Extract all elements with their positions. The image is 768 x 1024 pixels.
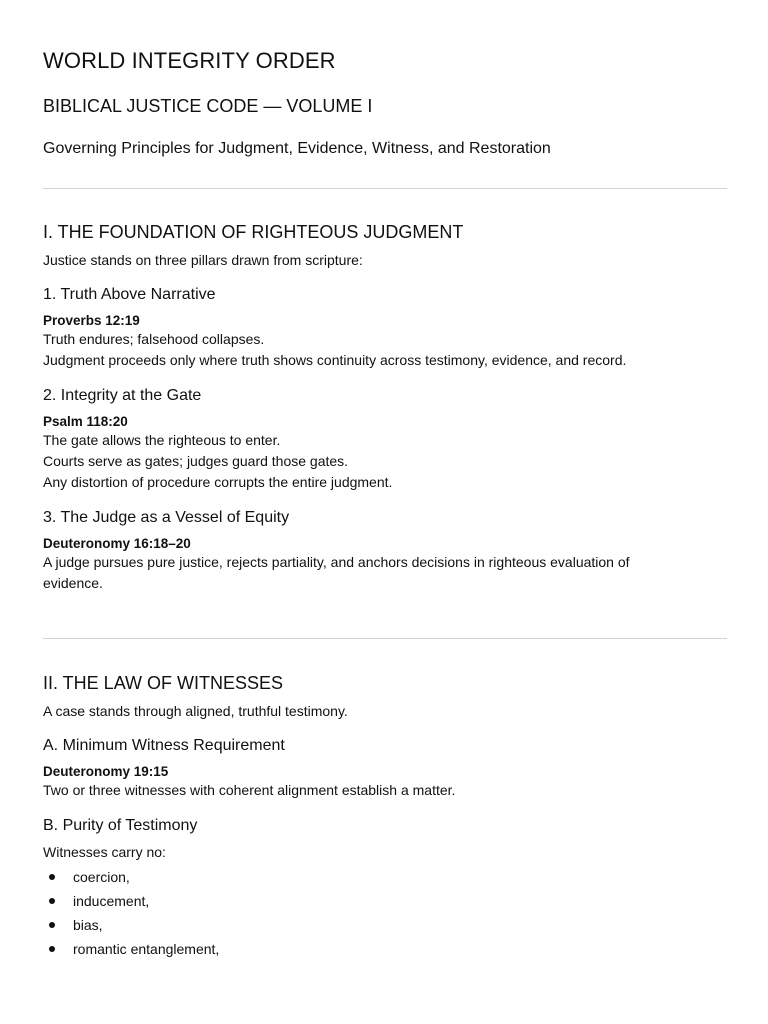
document-title: WORLD INTEGRITY ORDER [43,48,336,73]
principle-text: evidence. [43,575,103,591]
principle-text: Witnesses carry no: [43,844,166,860]
document-subtitle: BIBLICAL JUSTICE CODE — VOLUME I [43,96,373,116]
list-item-text: bias, [73,917,103,933]
principle-text: Courts serve as gates; judges guard those gates. [43,453,349,469]
principle-text: Truth endures; falsehood collapses. [43,331,265,347]
principle-text: Any distortion of procedure corrupts the entire judgment. [43,474,393,490]
list-item-text: coercion, [73,869,130,885]
section-law-of-witnesses [43,672,727,961]
principle-judge-vessel-of-equity [43,508,727,594]
list-item [43,865,727,889]
scripture-reference: Psalm 118:20 [43,414,128,429]
principle-heading: 3. The Judge as a Vessel of Equity [43,509,290,526]
list-item-text: inducement, [73,893,150,909]
section-heading: II. THE LAW OF WITNESSES [43,673,284,693]
list-item [43,937,727,961]
principle-purity-of-testimony [43,816,727,961]
section-divider [43,638,727,639]
list-item [43,889,727,913]
principle-truth-above-narrative [43,285,727,371]
section-intro: Justice stands on three pillars drawn from scripture: [43,252,363,268]
bullet-icon [49,874,55,880]
section-intro: A case stands through aligned, truthful testimony. [43,703,348,719]
scripture-reference: Deuteronomy 19:15 [43,764,169,779]
document-tagline: Governing Principles for Judgment, Evidence, Witness, and Restoration [43,140,551,157]
principle-heading: 2. Integrity at the Gate [43,387,202,404]
principle-heading: 1. Truth Above Narrative [43,286,216,303]
bullet-icon [49,946,55,952]
principle-heading: A. Minimum Witness Requirement [43,737,285,754]
principle-text: A judge pursues pure justice, rejects partiality, and anchors decisions in righteous evaluation of [43,554,630,570]
principle-text: The gate allows the righteous to enter. [43,432,281,448]
section-foundation [43,221,727,594]
principle-text: Two or three witnesses with coherent alignment establish a matter. [43,782,456,798]
principle-heading: B. Purity of Testimony [43,817,198,834]
scripture-reference: Deuteronomy 16:18–20 [43,536,191,551]
principle-integrity-at-gate [43,386,727,493]
principle-text: Judgment proceeds only where truth shows continuity across testimony, evidence, and record. [43,352,627,368]
section-heading: I. THE FOUNDATION OF RIGHTEOUS JUDGMENT [43,222,464,242]
bullet-list [43,865,727,961]
scripture-reference: Proverbs 12:19 [43,313,140,328]
list-item [43,913,727,937]
bullet-icon [49,898,55,904]
bullet-icon [49,922,55,928]
section-divider [43,188,727,189]
list-item-text: romantic entanglement, [73,941,220,957]
principle-minimum-witness [43,736,727,801]
